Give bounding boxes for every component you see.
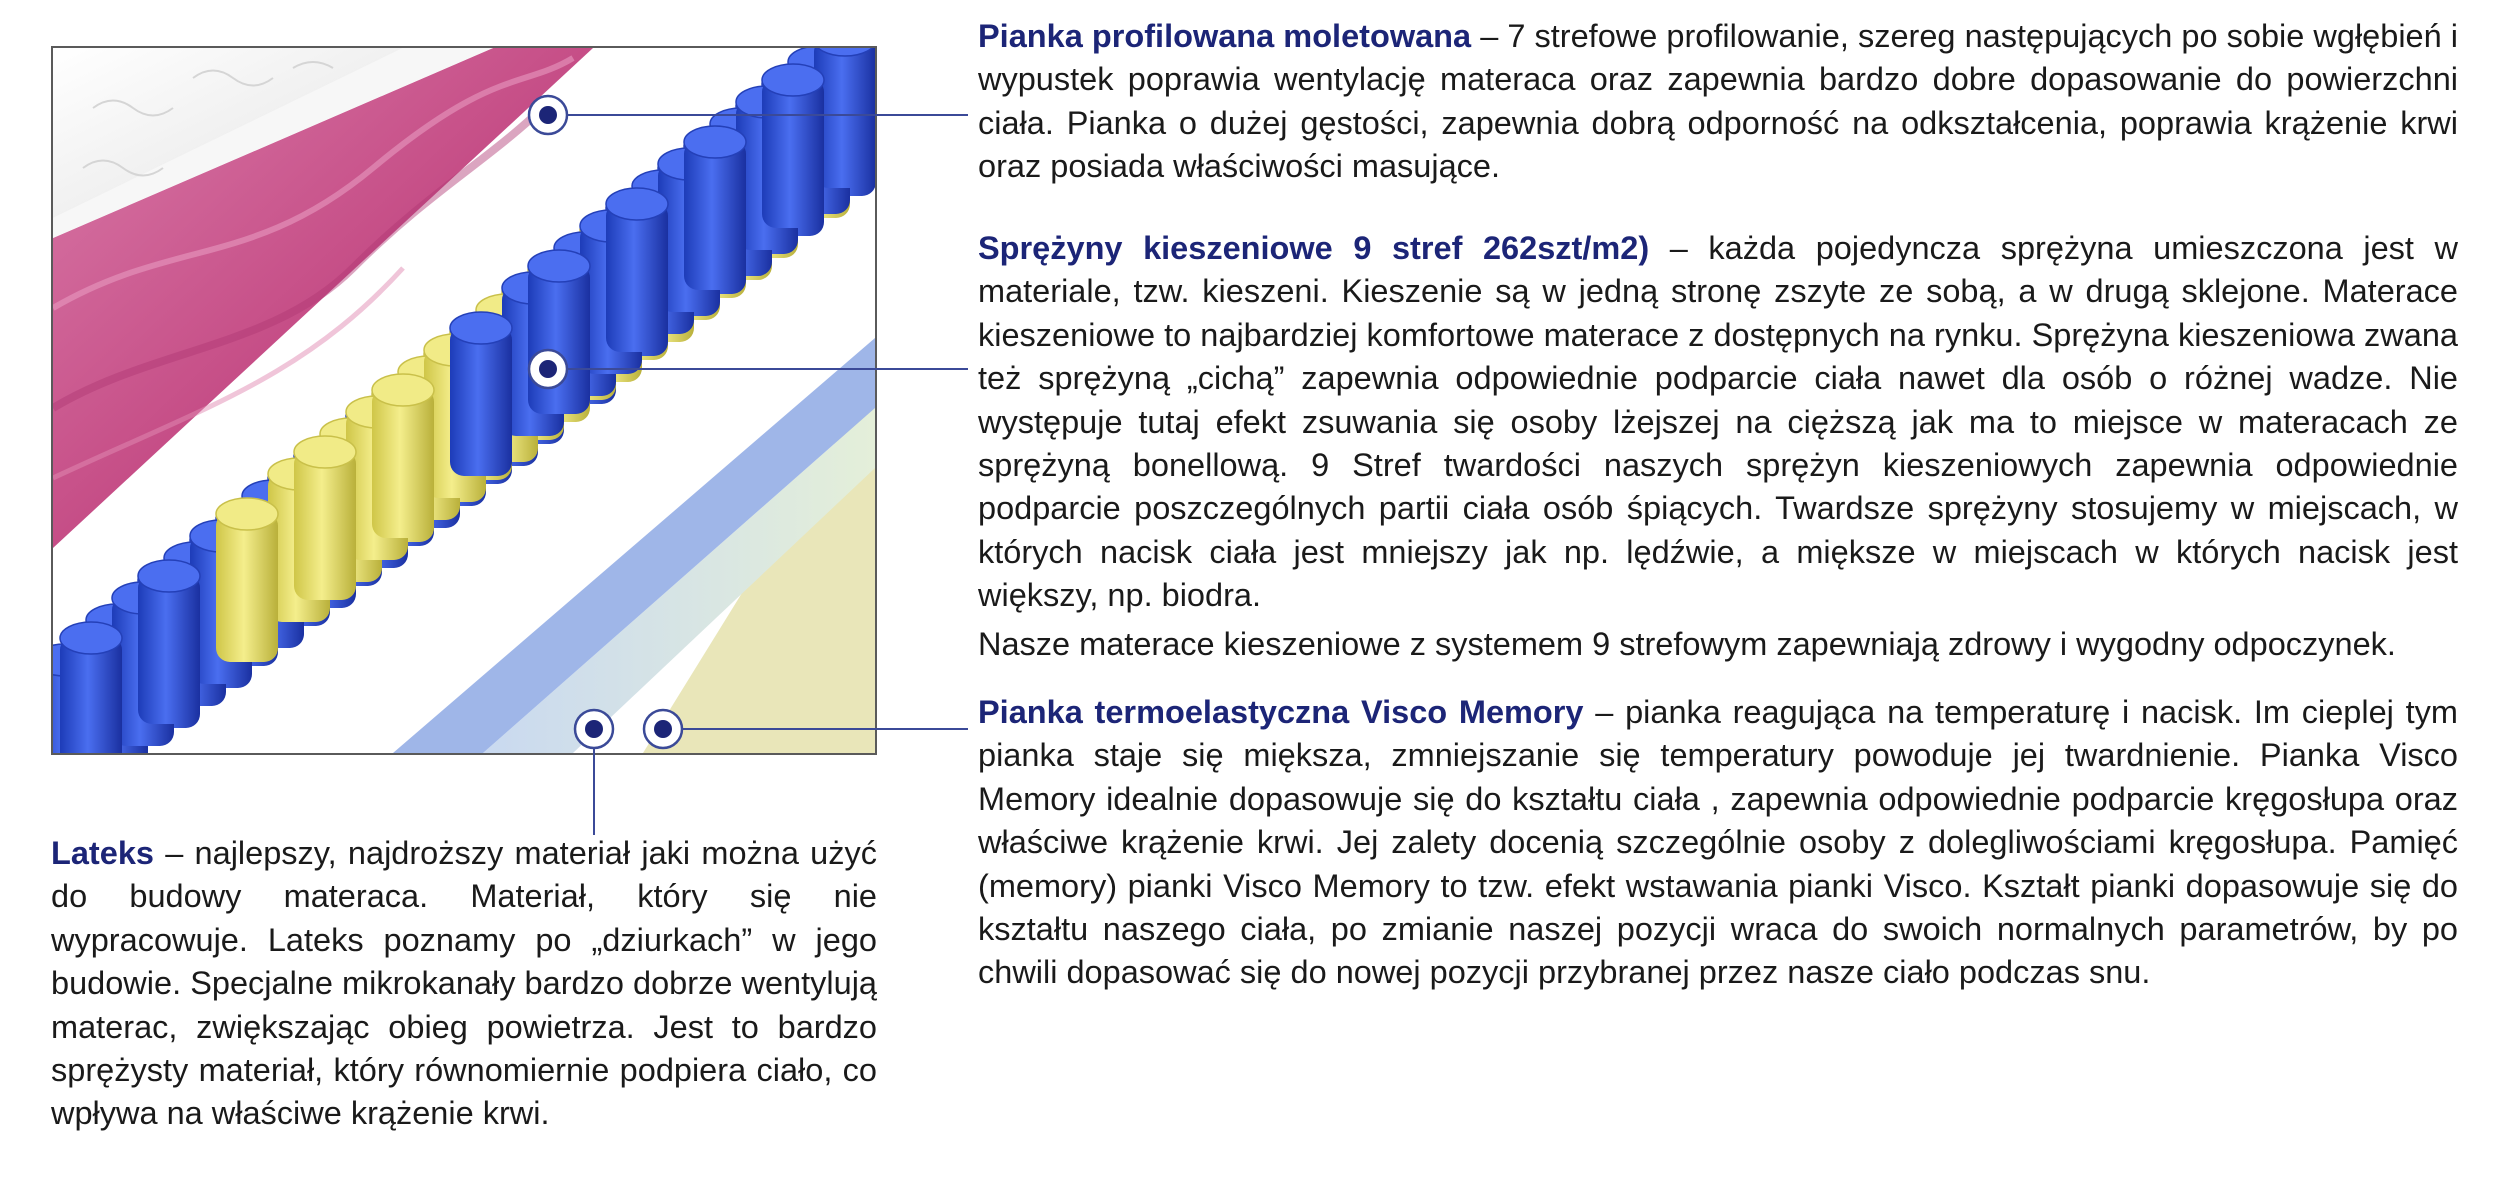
spring-blue	[684, 126, 746, 290]
spring-blue	[606, 188, 668, 352]
spring-yellow	[294, 436, 356, 600]
section-text: – pianka reagująca na temperaturę i nacisk. Im cieplej tym pianka staje się miększa, zmniejszanie się temperatury powoduje jej twardnienie. Pianka Visco Memory idealnie dopasowuje się do kształtu ciała , zapewnia odpowiednie podparcie kręgosłupa oraz właściwe krążenie krwi. Jej zalety docenią szczególnie osoby z dolegliwościami kręgosłupa. Pamięć (memory) pianki Visco Memory to tzw. efekt wstawania pianki Visco. Kształt pianki dopasowuje się do kształtu naszego ciała, po zmianie naszej pozycji wraca do swoich normalnych parametrów, by po chwili dopasować się do nowej pozycji przybranej przez nasze ciało podczas snu.	[978, 694, 2458, 991]
section-title: Pianka profilowana moletowana	[978, 18, 1472, 54]
section-sprezyny-footer: Nasze materace kieszeniowe z systemem 9 strefowym zapewniają zdrowy i wygodny odpoczynek.	[978, 626, 2396, 662]
section-text: – najlepszy, najdroższy materiał jaki można użyć do budowy materaca. Materiał, który się nie wypracowuje. Lateks poznamy po „dziurkach” w jego budowie. Specjalne mikrokanały bardzo dobrze wentylują materac, zwiększając obieg powietrza. Jest to bardzo sprężysty materiał, który równomiernie podpiera ciało, co wpływa na właściwe krążenie krwi.	[51, 835, 877, 1132]
section-lateks	[51, 832, 877, 1136]
section-text: – każda pojedyncza sprężyna umieszczona jest w materiale, tzw. kieszeni. Kieszenie są w jedną stronę zszyte ze sobą, a w drugą sklejone. Materace kieszeniowe to najbardziej komfortowe materace z dostępnych na rynku. Sprężyna kieszeniowa zwana też sprężyną „cichą” zapewnia odpowiednie podparcie ciała nawet dla osób o różnej wadze. Nie występuje tutaj efekt zsuwania się osoby lżejszej na cięższą jak ma to miejsce w materacach ze sprężyną bonellową. 9 Stref twardości naszych sprężyn kieszeniowych zapewnia odpowiednie podparcie poszczególnych partii ciała osób śpiących. Twardsze sprężyny stosujemy w miejscach, w których nacisk ciała jest mniejszy jak np. lędźwie, a miększe w miejscach w których nacisk jest większy, np. biodra.	[978, 230, 2458, 614]
spring-yellow	[372, 374, 434, 538]
section-visco-memory	[978, 691, 2458, 995]
section-text: – 7 strefowe profilowanie, szereg następujących po sobie wgłębień i wypustek poprawia wentylację materaca oraz zapewnia bardzo dobre dopasowanie do powierzchni ciała. Pianka o dużej gęstości, zapewnia dobrą odporność na odkształcenia, poprawia krążenie krwi oraz posiada właściwości masujące.	[978, 18, 2458, 185]
section-sprezyny-kieszeniowe	[978, 227, 2458, 618]
spring-blue	[138, 560, 200, 724]
spring-blue	[450, 312, 512, 476]
section-title: Pianka termoelastyczna Visco Memory	[978, 694, 1584, 730]
section-title: Lateks	[51, 835, 154, 871]
spring-blue	[528, 250, 590, 414]
spring-blue	[762, 64, 824, 228]
mattress-cross-section-image	[53, 48, 875, 753]
spring-yellow	[216, 498, 278, 662]
spring-blue	[60, 622, 122, 753]
section-pianka-profilowana	[978, 15, 2458, 189]
section-title: Sprężyny kieszeniowe 9 stref 262szt/m2)	[978, 230, 1650, 266]
mattress-illustration	[51, 46, 877, 755]
